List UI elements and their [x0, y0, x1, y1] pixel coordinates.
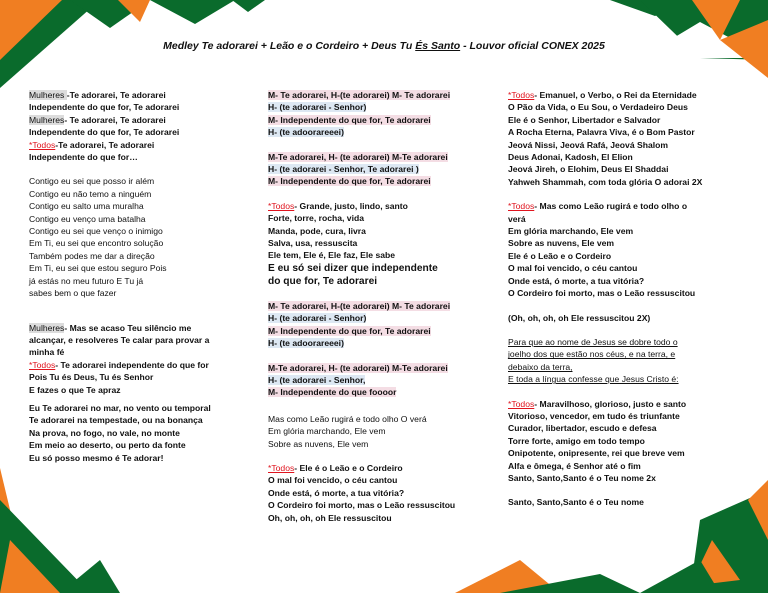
lyric-line — [29, 346, 241, 358]
lyric-text: Mas como Leão rugirá e todo olho O verá — [268, 413, 427, 424]
lyric-line — [268, 499, 490, 511]
todos-label: *Todos — [268, 462, 295, 473]
lyric-line — [508, 422, 744, 434]
lyric-text: Oh, oh, oh, oh Ele ressuscitou — [268, 512, 392, 523]
lyric-text: Contigo eu salto uma muralha — [29, 201, 144, 212]
lyric-text: M- Independente do que for, Te adorarei — [268, 325, 431, 336]
lyric-text: Eu só posso mesmo é Te adorar! — [29, 452, 164, 463]
verse-block — [268, 462, 490, 524]
lyric-text: - Emanuel, o Verbo, o Rei da Eternidade — [534, 90, 697, 100]
lyric-line — [508, 361, 744, 373]
lyric-line — [29, 126, 241, 138]
lyric-text: Em glória marchando, Ele vem — [268, 426, 386, 437]
lyric-line — [508, 151, 744, 163]
lyric-text: Contigo eu venço uma batalha — [29, 213, 146, 224]
lyric-line — [268, 262, 490, 275]
lyric-text: O mal foi vencido, o céu cantou — [268, 475, 398, 486]
lyric-text: Santo, Santo,Santo é o Teu nome — [508, 497, 644, 508]
lyric-text: debaixo da terra, — [508, 361, 573, 372]
lyric-text: Forte, torre, rocha, vida — [268, 213, 364, 224]
lyric-line — [268, 512, 490, 524]
lyric-line — [508, 163, 744, 175]
lyric-text: M- Te adorarei, H-(te adorarei) M- Te adorarei — [268, 90, 451, 100]
lyric-line — [29, 139, 241, 151]
verse-block — [268, 413, 490, 450]
lyric-text: Em Ti, eu sei que estou seguro Pois — [29, 263, 167, 274]
todos-label: *Todos — [268, 200, 295, 211]
lyric-line — [268, 487, 490, 499]
lyric-line — [508, 213, 744, 225]
lyric-line — [508, 262, 744, 274]
lyric-line — [29, 359, 241, 371]
lyric-line — [29, 262, 241, 274]
lyric-text: Sobre as nuvens, Ele vem — [508, 238, 615, 249]
todos-label: *Todos — [508, 201, 535, 212]
lyric-line — [29, 322, 241, 334]
lyric-line — [508, 410, 744, 422]
lyric-text: Ele é o Leão e o Cordeiro — [508, 250, 612, 261]
lyric-text: minha fé — [29, 347, 65, 358]
lyric-text: Curador, libertador, escudo e defesa — [508, 423, 657, 434]
lyric-line — [29, 452, 241, 464]
lyric-text: Pois Tu és Deus, Tu és Senhor — [29, 372, 154, 383]
lyric-line — [508, 348, 744, 360]
lyric-text: E eu só sei dizer que independente — [268, 262, 438, 274]
lyric-line — [29, 427, 241, 439]
lyric-line — [508, 200, 744, 212]
lyric-line — [508, 496, 744, 508]
verse-block — [268, 89, 490, 139]
lyric-line — [29, 188, 241, 200]
lyric-line — [268, 325, 490, 337]
lyric-text: Ele é o Senhor, Libertador e Salvador — [508, 114, 661, 125]
lyric-line — [508, 373, 744, 385]
verse-block — [508, 496, 744, 508]
lyric-line — [29, 200, 241, 212]
lyric-line — [268, 462, 490, 474]
lyric-line — [268, 425, 490, 437]
lyric-text: Onde está, ó morte, a tua vitória? — [268, 487, 405, 498]
verse-block — [29, 402, 241, 464]
lyric-text: alcançar, e resolveres Te calar para provar a — [29, 334, 210, 345]
lyric-text: do que for, Te adorarei — [268, 275, 378, 287]
lyric-text: O Pão da Vida, o Eu Sou, o Verdadeiro Deus — [508, 102, 688, 113]
lyric-text: O Cordeiro foi morto, mas o Leão ressuscitou — [508, 288, 696, 299]
mulheres-label: Mulheres — [29, 90, 67, 100]
verse-block — [508, 312, 744, 324]
lyric-line — [268, 374, 490, 386]
lyric-line — [508, 101, 744, 113]
lyric-line — [508, 275, 744, 287]
todos-label: *Todos — [508, 90, 535, 100]
lyric-text: Onipotente, onipresente, rei que breve vem — [508, 448, 685, 459]
lyric-text: Vitorioso, vencedor, em tudo és triunfante — [508, 410, 680, 421]
lyric-line — [29, 275, 241, 287]
title-tail: - Louvor oficial CONEX 2025 — [460, 40, 605, 52]
lyric-text: M-Te adorarei, H- (te adorarei) M-Te adorarei — [268, 151, 448, 162]
lyric-text: -Te adorarei, Te adorarei — [66, 90, 166, 100]
lyric-text: Santo, Santo,Santo é o Teu nome 2x — [508, 472, 656, 483]
lyric-text: Sobre as nuvens, Ele vem — [268, 438, 369, 449]
lyric-line — [268, 386, 490, 398]
lyric-line — [508, 398, 744, 410]
lyric-line — [508, 250, 744, 262]
lyrics-column-2 — [268, 89, 490, 524]
lyric-line — [268, 413, 490, 425]
lyric-line — [268, 225, 490, 237]
lyric-line — [29, 439, 241, 451]
lyric-text: Na prova, no fogo, no vale, no monte — [29, 427, 180, 438]
lyric-line — [268, 175, 490, 187]
lyric-text: Jeová Nissi, Jeová Rafá, Jeová Shalom — [508, 139, 669, 150]
lyric-text: joelho dos que estão nos céus, e na terra, e — [508, 349, 676, 360]
lyric-text: Eu Te adorarei no mar, no vento ou temporal — [29, 402, 211, 413]
lyric-line — [268, 126, 490, 138]
lyric-line — [508, 336, 744, 348]
lyric-text: E toda a língua confesse que Jesus Cristo é: — [508, 374, 679, 385]
lyric-line — [268, 163, 490, 175]
lyric-line — [508, 447, 744, 459]
verse-block — [29, 89, 241, 163]
lyric-text: Contigo eu sei que venço o inimigo — [29, 226, 163, 237]
lyric-line — [508, 114, 744, 126]
lyric-line — [29, 250, 241, 262]
lyric-text: (Oh, oh, oh, oh Ele ressuscitou 2X) — [508, 312, 651, 323]
verse-block — [508, 336, 744, 386]
lyric-line — [508, 460, 744, 472]
lyric-text: Alfa e ômega, é Senhor até o fim — [508, 460, 641, 471]
verse-block — [508, 89, 744, 188]
lyric-line — [508, 126, 744, 138]
lyric-line — [29, 402, 241, 414]
lyric-line — [29, 89, 241, 101]
verse-block — [268, 300, 490, 350]
lyric-text: H- (te adorarei - Senhor, Te adorarei ) — [268, 164, 419, 175]
verse-block — [508, 200, 744, 299]
lyric-text: M-Te adorarei, H- (te adorarei) M-Te adorarei — [268, 362, 448, 373]
lyric-line — [508, 139, 744, 151]
lyric-text: O mal foi vencido, o céu cantou — [508, 263, 638, 274]
lyric-text: Em Ti, eu sei que encontro solução — [29, 238, 164, 249]
lyric-line — [268, 89, 490, 101]
lyric-text: Manda, pode, cura, livra — [268, 225, 366, 236]
lyric-text: M- Independente do que for, Te adorarei — [268, 176, 431, 187]
lyric-line — [29, 334, 241, 346]
lyric-text: H- (te adorarei - Senhor) — [268, 313, 367, 324]
lyric-text: já estás no meu futuro E Tu já — [29, 275, 144, 286]
lyric-text: H- (te adorarei - Senhor, — [268, 374, 366, 385]
lyric-line — [268, 275, 490, 288]
lyric-text: Ele tem, Ele é, Ele faz, Ele sabe — [268, 250, 396, 261]
lyric-line — [268, 249, 490, 261]
lyric-line — [29, 101, 241, 113]
lyric-text: H- (te adorarei - Senhor) — [268, 102, 367, 113]
lyric-line — [268, 300, 490, 312]
todos-label: *Todos — [29, 359, 56, 370]
verse-block — [29, 322, 241, 396]
lyric-line — [268, 474, 490, 486]
lyric-text: Também podes me dar a direção — [29, 250, 155, 261]
lyric-line — [508, 472, 744, 484]
lyrics-column-3 — [508, 89, 744, 509]
lyric-text: sabes bem o que fazer — [29, 288, 117, 299]
lyric-text: Contigo eu não temo a ninguém — [29, 188, 152, 199]
lyric-text: H- (te adoorareeei) — [268, 338, 344, 349]
lyric-text: - Mas como Leão rugirá e todo olho o — [534, 201, 688, 212]
verse-block — [268, 362, 490, 399]
lyric-line — [268, 114, 490, 126]
lyric-line — [268, 438, 490, 450]
lyric-text: Salva, usa, ressuscita — [268, 238, 358, 249]
lyric-line — [268, 212, 490, 224]
lyric-text: Independente do que for… — [29, 152, 138, 163]
mulheres-label: Mulheres — [29, 322, 65, 333]
lyric-line — [29, 151, 241, 163]
verse-block — [508, 398, 744, 485]
lyric-text: - Te adorarei, Te adorarei — [64, 114, 166, 125]
title-underlined: És Santo — [415, 40, 461, 52]
lyric-line — [29, 237, 241, 249]
lyric-text: Para que ao nome de Jesus se dobre todo o — [508, 336, 678, 347]
verse-block — [268, 200, 490, 288]
lyric-text: Contigo eu sei que posso ir além — [29, 176, 155, 187]
lyric-line — [508, 89, 744, 101]
lyric-text: M- Te adorarei, H-(te adorarei) M- Te adorarei — [268, 300, 451, 311]
lyric-line — [268, 312, 490, 324]
page-title — [0, 40, 768, 52]
lyric-line — [29, 287, 241, 299]
lyric-line — [268, 200, 490, 212]
lyric-text: E fazes o que Te apraz — [29, 384, 121, 395]
lyric-text: - Maravilhoso, glorioso, justo e santo — [534, 398, 687, 409]
lyric-text: verá — [508, 213, 526, 224]
todos-label: *Todos — [29, 139, 56, 150]
lyric-line — [29, 225, 241, 237]
lyric-line — [29, 175, 241, 187]
lyric-line — [29, 384, 241, 396]
lyric-line — [268, 101, 490, 113]
lyric-text: Deus Adonai, Kadosh, El Elion — [508, 152, 633, 163]
lyric-text: Torre forte, amigo em todo tempo — [508, 435, 645, 446]
lyric-line — [29, 414, 241, 426]
lyric-text: M- Independente do que for, Te adorarei — [268, 114, 431, 125]
lyric-line — [508, 287, 744, 299]
lyric-line — [508, 225, 744, 237]
lyric-line — [29, 213, 241, 225]
lyric-text: Yahweh Shammah, com toda glória O adorai 2X — [508, 176, 703, 187]
lyric-line — [268, 237, 490, 249]
lyric-text: Onde está, ó morte, a tua vitória? — [508, 275, 645, 286]
lyric-text: - Grande, justo, lindo, santo — [294, 200, 408, 211]
todos-label: *Todos — [508, 398, 535, 409]
lyrics-column-1 — [29, 89, 241, 464]
lyric-text: Independente do que for, Te adorarei — [29, 102, 180, 113]
lyric-line — [508, 435, 744, 447]
verse-block — [268, 151, 490, 188]
lyric-line — [508, 312, 744, 324]
lyric-text: - Mas se acaso Teu silêncio me — [64, 322, 192, 333]
lyric-text: Jeová Jireh, o Elohim, Deus El Shaddai — [508, 164, 669, 175]
lyric-text: O Cordeiro foi morto, mas o Leão ressuscitou — [268, 500, 456, 511]
lyric-text: M- Independente do que foooor — [268, 387, 397, 398]
lyric-text: -Te adorarei, Te adorarei — [55, 139, 155, 150]
lyric-text: Em meio ao deserto, ou perto da fonte — [29, 440, 186, 451]
lyric-text: H- (te adoorareeei) — [268, 127, 344, 138]
lyric-text: A Rocha Eterna, Palavra Viva, é o Bom Pastor — [508, 127, 695, 138]
lyric-text: Em glória marchando, Ele vem — [508, 226, 634, 237]
title-main: Medley Te adorarei + Leão e o Cordeiro + Deus Tu — [163, 40, 416, 52]
lyric-text: Independente do que for, Te adorarei — [29, 127, 180, 138]
verse-block — [29, 175, 241, 299]
lyric-text: - Ele é o Leão e o Cordeiro — [294, 462, 403, 473]
mulheres-label: Mulheres — [29, 114, 65, 125]
lyric-text: Te adorarei na tempestade, ou na bonança — [29, 415, 203, 426]
lyric-line — [508, 237, 744, 249]
lyric-line — [268, 337, 490, 349]
lyric-line — [508, 176, 744, 188]
lyric-line — [268, 151, 490, 163]
lyric-line — [268, 362, 490, 374]
lyric-line — [29, 371, 241, 383]
lyric-line — [29, 114, 241, 126]
lyric-text: - Te adorarei independente do que for — [55, 359, 209, 370]
